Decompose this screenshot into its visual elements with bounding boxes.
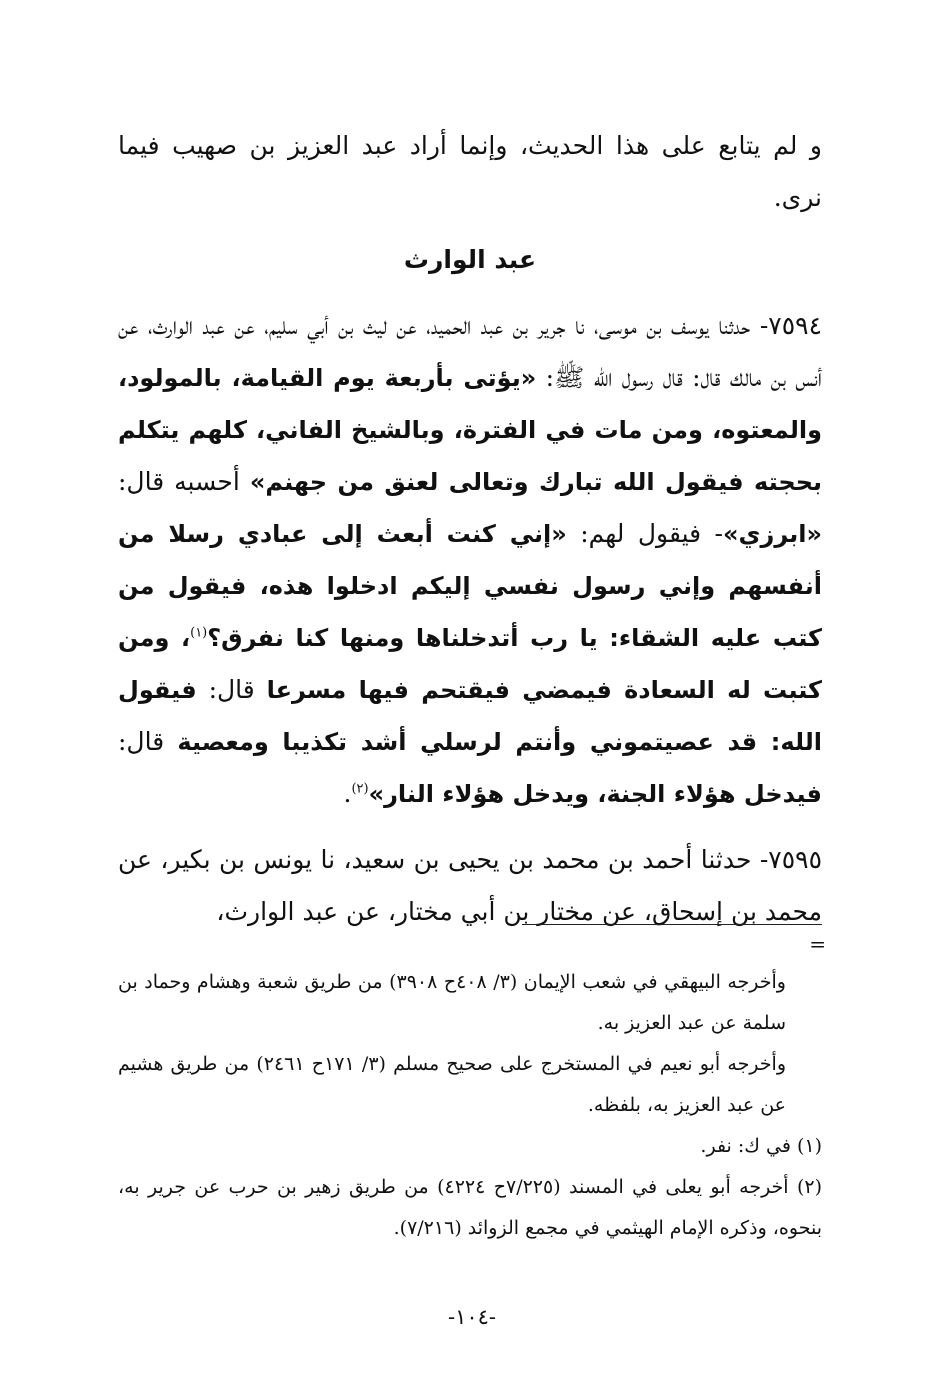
footnote-1: (١) في ك: نفر. — [700, 1135, 822, 1157]
page-body — [118, 120, 822, 938]
footnote-continued: وأخرجه البيهقي في شعب الإيمان (٣/ ٤٠٨ح ٣٩٠٨) من طريق شعبة وهشام وحماد بن سلمة عن عبد العزيز به. — [118, 971, 786, 1034]
footnote-ref-2[interactable]: (٢) — [351, 781, 369, 797]
hadith-number: ٧٥٩٥- — [759, 845, 822, 874]
footnotes — [118, 962, 822, 1249]
footnote-2: (٢) أخرجه أبو يعلى في المسند (٧/٢٢٥ح ٤٢٢٤) من طريق زهير بن حرب عن جرير به، بنحوه، وذكره الإمام الهيثمي في مجمع الزوائد (٧/٢١٦). — [118, 1176, 823, 1239]
hadith-number: ٧٥٩٤- — [759, 311, 822, 340]
footnote-divider — [522, 924, 822, 925]
footnote-ref-1[interactable]: (١) — [190, 625, 208, 641]
hadith-text: حدثنا أحمد بن محمد بن يحيى بن سعيد، نا يونس بن بكير، عن محمد بن إسحاق، عن مختار بن أبي مختار، عن عبد الوارث، — [118, 845, 822, 926]
narrator-note: أحسبه قال: — [118, 467, 250, 496]
footnote-continued: وأخرجه أبو نعيم في المستخرج على صحيح مسلم (٣/ ١٧١ح ٢٤٦١) من طريق هشيم عن عبد العزيز به، بلفظه. — [118, 1053, 786, 1116]
hadith-matn: فيقول الله: قد عصيتموني وأنتم لرسلي أشد تكذيبا ومعصية — [118, 676, 822, 756]
hadith-isnad: حدثنا يوسف بن موسى، نا جرير بن عبد الحميد، عن ليث بن أبي سليم، عن عبد الوارث، عن أنس بن مالك قال: قال رسول الله ﷺ: — [118, 311, 822, 392]
hadith-matn: «يؤتى بأربعة يوم القيامة، بالمولود، والمعتوه، ومن مات في الفترة، وبالشيخ الفاني، كلهم يتكلم بحجته فيقول الله تبارك وتعالى لعنق من جهنم» — [118, 364, 823, 496]
intro-line: و لم يتابع على هذا الحديث، وإنما أراد عبد العزيز بن صهيب فيما نرى. — [118, 131, 822, 212]
page-number: -١٠٤- — [447, 1305, 497, 1329]
hadith-matn: ، ومن كتبت له السعادة فيمضي فيقتحم فيها مسرعا — [118, 624, 822, 704]
hadith-7594 — [118, 300, 822, 820]
section-heading: عبد الوارث — [403, 245, 537, 274]
sentence-end: . — [343, 779, 352, 808]
narrator-note: - فيقول لهم: — [566, 519, 723, 548]
narrator-note: قال: — [118, 727, 178, 756]
narrator-note: قال: — [196, 675, 267, 704]
hadith-matn: «ابرزي» — [723, 520, 822, 548]
hadith-matn: «إني كنت أبعث إلى عبادي رسلا من أنفسهم وإني رسول نفسي إليكم ادخلوا هذه، فيقول من كتب عليه الشقاء: يا رب أتدخلناها ومنها كنا نفرق؟ — [118, 520, 822, 652]
hadith-7595 — [118, 834, 822, 938]
hadith-matn: فيدخل هؤلاء الجنة، ويدخل هؤلاء النار» — [368, 780, 822, 808]
footnote-continuation-mark: = — [809, 932, 826, 956]
